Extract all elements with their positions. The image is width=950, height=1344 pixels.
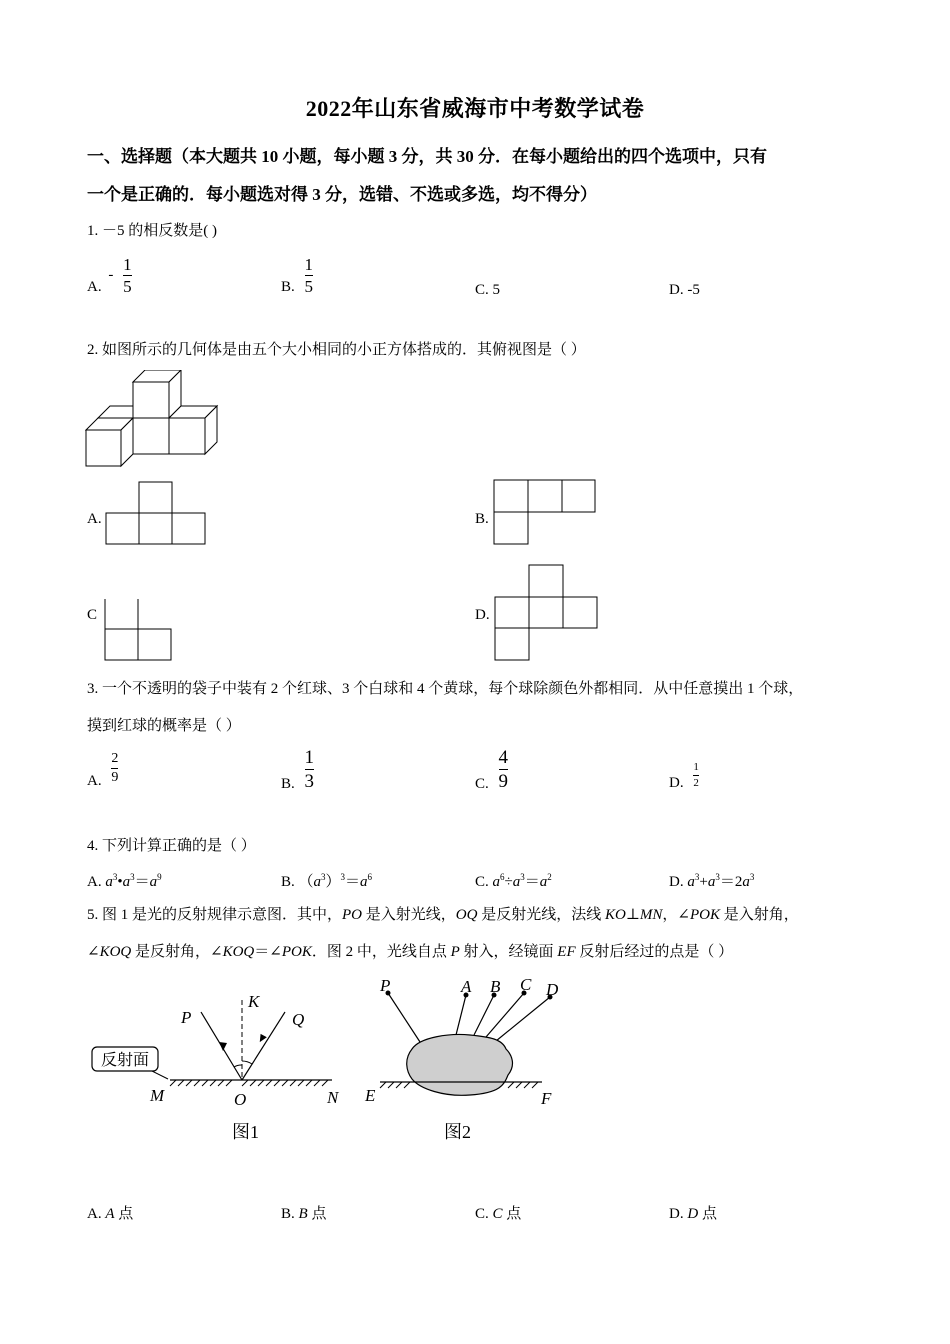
q4-stem: 4. 下列计算正确的是（ ） (87, 838, 256, 854)
q1-option-c: C. 5 (475, 282, 501, 298)
q4-option-c: C. $a^6\div a^3=a^2$ (475, 872, 552, 890)
q3-a-fraction: $\frac{2}{9}$ (111, 751, 119, 785)
fig2-label-c: C (520, 975, 532, 994)
q2-option-c-label: C (87, 607, 98, 623)
q5-option-a: A. A 点 (87, 1206, 134, 1222)
fig2-label-e: E (365, 1086, 376, 1105)
fig2-label-p: P (380, 976, 391, 995)
fig1-caption: 图1 (232, 1122, 259, 1142)
fig1-label-p: P (181, 1008, 192, 1027)
q5-option-b: B. B 点 (281, 1206, 327, 1222)
q5-option-d: D. D 点 (669, 1206, 717, 1222)
q5-stem-line-1: 5. 图 1 是光的反射规律示意图．其中，PO 是入射光线，OQ 是反射光线，法线 KO⊥MN，∠POK 是入射角， (87, 907, 799, 923)
q2-option-d-label: D. (475, 607, 490, 623)
q2-option-a-label: A. (87, 511, 102, 527)
q5-stem-line-2: ∠KOQ 是反射角，∠KOQ＝∠POK．图 2 中，光线自点 P 射入，经镜面 EF 反射后经过的点是（ ） (87, 944, 734, 960)
fig2-label-d: D (546, 980, 559, 999)
q3-d-fraction: $\frac{1}{2}$ (693, 761, 699, 789)
q3-option-b: B. $\frac{1}{3}$ (281, 747, 315, 792)
fig2-label-a: A (461, 977, 472, 996)
q1-stem: 1. －5 的相反数是( ) (87, 223, 217, 239)
fig1-label-o: O (234, 1090, 247, 1109)
section-heading-line-2: 一个是正确的．每小题选对得 3 分，选错、不选或多选，均不得分） (87, 185, 597, 204)
q4-option-a: A. $a^3•a^3=a^9$ (87, 872, 162, 890)
q1-b-fraction: $\frac{1}{5}$ (304, 255, 314, 296)
q3-stem-line-2: 摸到红球的概率是（ ） (87, 718, 241, 734)
q2-option-a-figure (105, 481, 209, 546)
reflect-surface-label: 反射面 (100, 1052, 150, 1069)
q2-solid-figure (85, 370, 220, 470)
fig1-label-n: N (327, 1088, 339, 1107)
q3-c-fraction: $\frac{4}{9}$ (498, 747, 509, 792)
q1-option-a: A. - $\frac{1}{5}$ (87, 255, 132, 296)
q2-option-d-figure (494, 564, 600, 662)
q4-option-d: D. $a^3+a^3=2a^3$ (669, 872, 755, 890)
q3-b-fraction: $\frac{1}{3}$ (304, 747, 315, 792)
fig1-label-k: K (248, 992, 260, 1011)
q5-figure-1 (88, 985, 348, 1150)
q5-option-c: C. C 点 (475, 1206, 522, 1222)
q3-option-a: A. $\frac{2}{9}$ (87, 751, 119, 789)
q1-option-b: B. $\frac{1}{5}$ (281, 255, 314, 296)
fig2-caption: 图2 (444, 1122, 471, 1142)
q1-option-d: D. -5 (669, 282, 700, 298)
page-title: 2022年山东省威海市中考数学试卷 (305, 96, 645, 121)
q2-option-b-label: B. (475, 511, 489, 527)
q1-a-fraction: $\frac{1}{5}$ (123, 255, 132, 296)
q3-stem-line-1: 3. 一个不透明的袋子中装有 2 个红球、3 个白球和 4 个黄球，每个球除颜色外都相同．从中任意摸出 1 个球， (87, 681, 804, 697)
fig2-label-b: B (490, 977, 501, 996)
fig1-label-m: M (150, 1086, 165, 1105)
q3-option-c: C. $\frac{4}{9}$ (475, 747, 509, 792)
section-heading-line-1: 一、选择题（本大题共 10 小题，每小题 3 分，共 30 分．在每小题给出的四个选项中，只有 (87, 147, 767, 166)
q4-option-b: B. $(a^3)^3=a^6$ (281, 872, 373, 890)
q2-stem: 2. 如图所示的几何体是由五个大小相同的小正方体搭成的．其俯视图是（ ） (87, 342, 586, 358)
fig2-label-f: F (541, 1089, 552, 1108)
fig1-label-q: Q (292, 1010, 305, 1029)
q5-figure-2 (360, 975, 565, 1150)
q3-option-d: D. $\frac{1}{2}$ (669, 761, 699, 791)
q2-option-b-figure (493, 479, 598, 546)
q2-option-c-figure (104, 598, 174, 662)
